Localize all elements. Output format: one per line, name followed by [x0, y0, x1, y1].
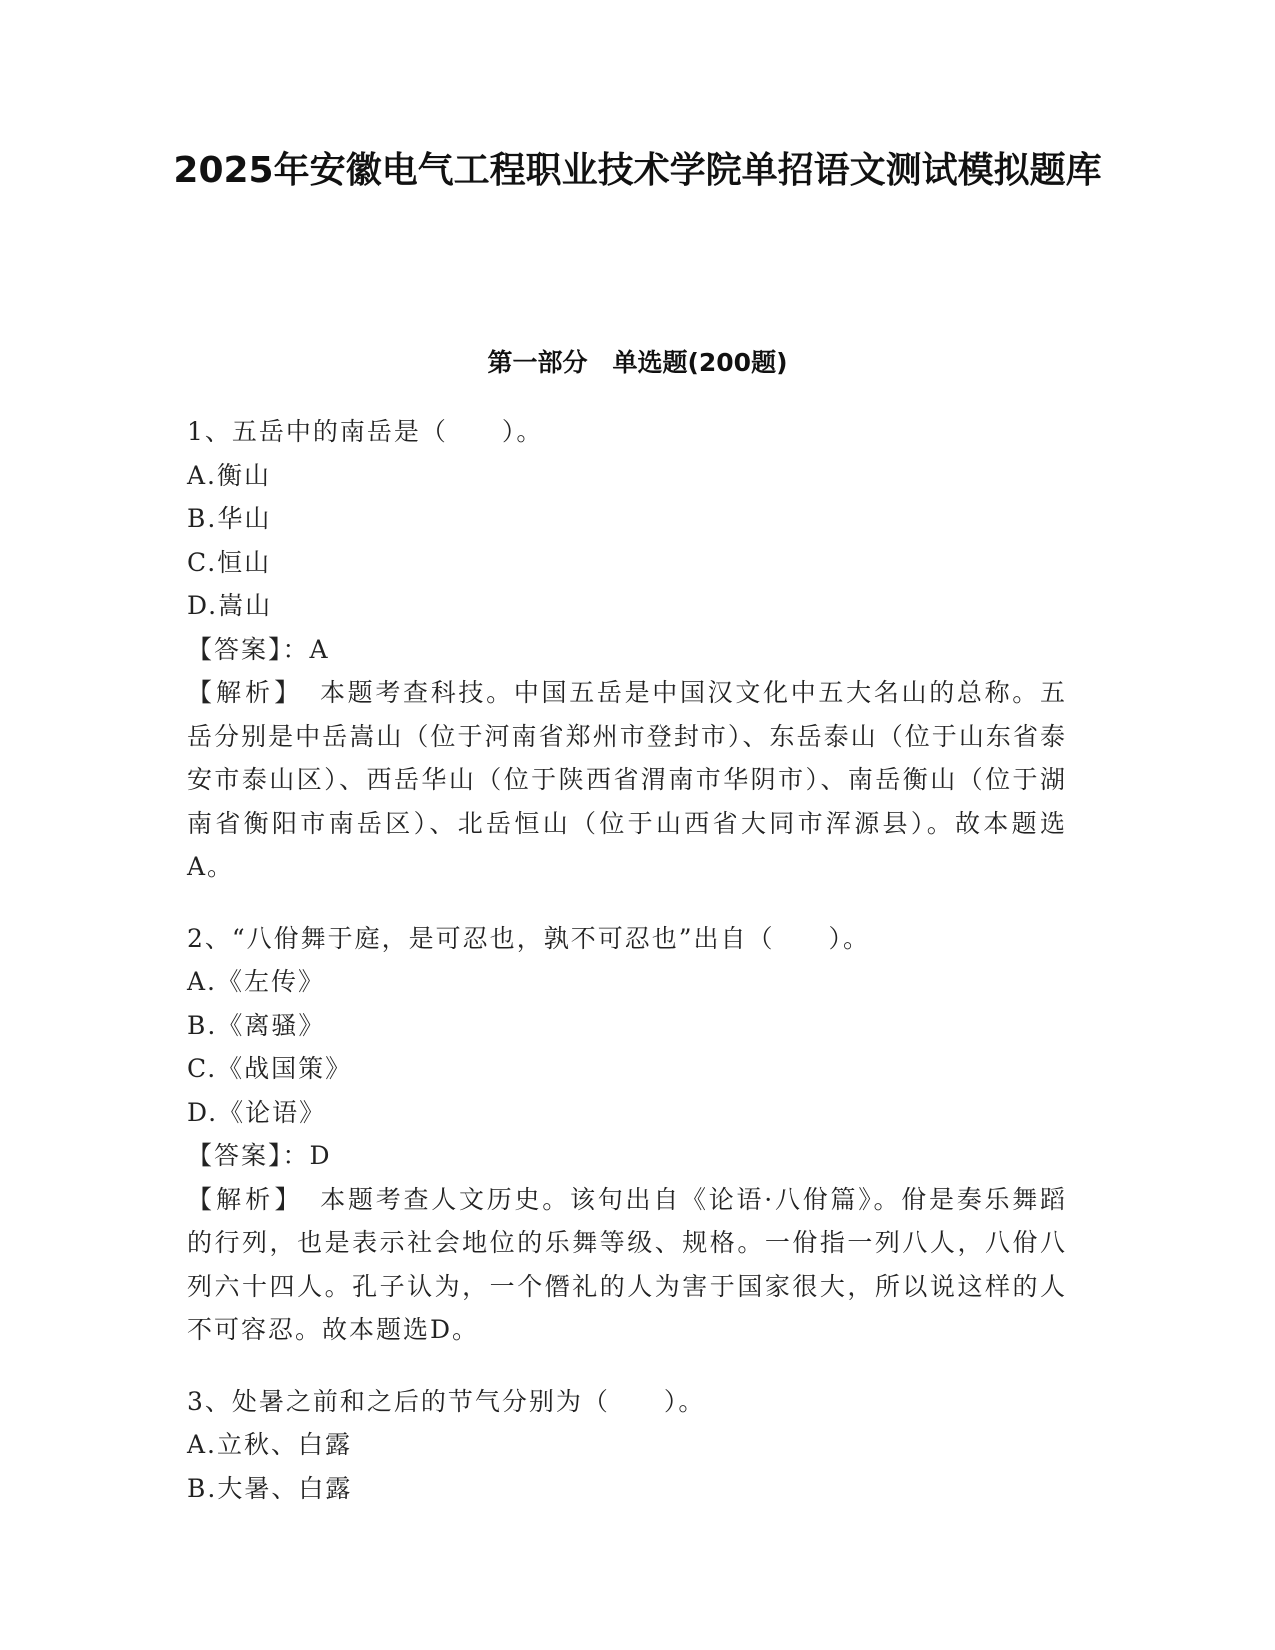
analysis-paragraph — [187, 671, 1067, 889]
option-c: C.《战国策》 — [187, 1054, 353, 1083]
answer-line — [187, 628, 1067, 672]
analysis-label: 【解析】 — [187, 1184, 292, 1214]
option-c: C.恒山 — [187, 547, 272, 577]
answer-value: D — [309, 1141, 332, 1170]
document-title: 2025年安徽电气工程职业技术学院单招语文测试模拟题库 — [173, 150, 1102, 191]
question-item — [187, 1380, 1067, 1511]
answer-value: A — [309, 634, 330, 664]
analysis-paragraph — [187, 1178, 1067, 1352]
option-a: A.立秋、白露 — [187, 1430, 353, 1459]
option-b: B.华山 — [187, 504, 272, 533]
option-d: D.嵩山 — [187, 591, 273, 620]
answer-line — [187, 1134, 1067, 1178]
option-a: A.衡山 — [187, 460, 272, 490]
option-b: B.大暑、白露 — [187, 1473, 353, 1503]
answer-label: 【答案】： — [187, 634, 310, 664]
analysis-label: 【解析】 — [187, 678, 291, 707]
analysis-text: 本题考查人文历史。该句出自《论语·八佾篇》。佾是奏乐舞蹈的行列，也是表示社会地位的乐舞等级、规格。一佾指一列八人，八佾八列六十四人。孔子认为，一个僭礼的人为害于国家很大，所以说这样的人不可容忍。故本题选D。 — [187, 1184, 1067, 1344]
question-stem: 3、处暑之前和之后的节气分别为（ ）。 — [187, 1386, 706, 1416]
option-b: B.《离骚》 — [187, 1010, 326, 1040]
question-stem: 2、“八佾舞于庭，是可忍也，孰不可忍也”出自（ ）。 — [187, 923, 870, 953]
analysis-text: 本题考查科技。中国五岳是中国汉文化中五大名山的总称。五岳分别是中岳嵩山（位于河南省郑州市登封市）、东岳泰山（位于山东省泰安市泰山区）、西岳华山（位于陕西省渭南市华阴市）、南岳衡山（位于湖南省衡阳市南岳区）、北岳恒山（位于山西省大同市浑源县）。故本题选A。 — [187, 678, 1067, 881]
answer-label: 【答案】： — [187, 1141, 310, 1170]
question-item — [187, 410, 1067, 889]
option-a: A.《左传》 — [187, 967, 326, 996]
question-item — [187, 917, 1067, 1352]
section-title: 第一部分 单选题(200题) — [487, 348, 788, 377]
question-stem: 1、五岳中的南岳是（ ）。 — [187, 417, 544, 446]
option-d: D.《论语》 — [187, 1097, 327, 1127]
question-list — [187, 410, 1067, 1538]
